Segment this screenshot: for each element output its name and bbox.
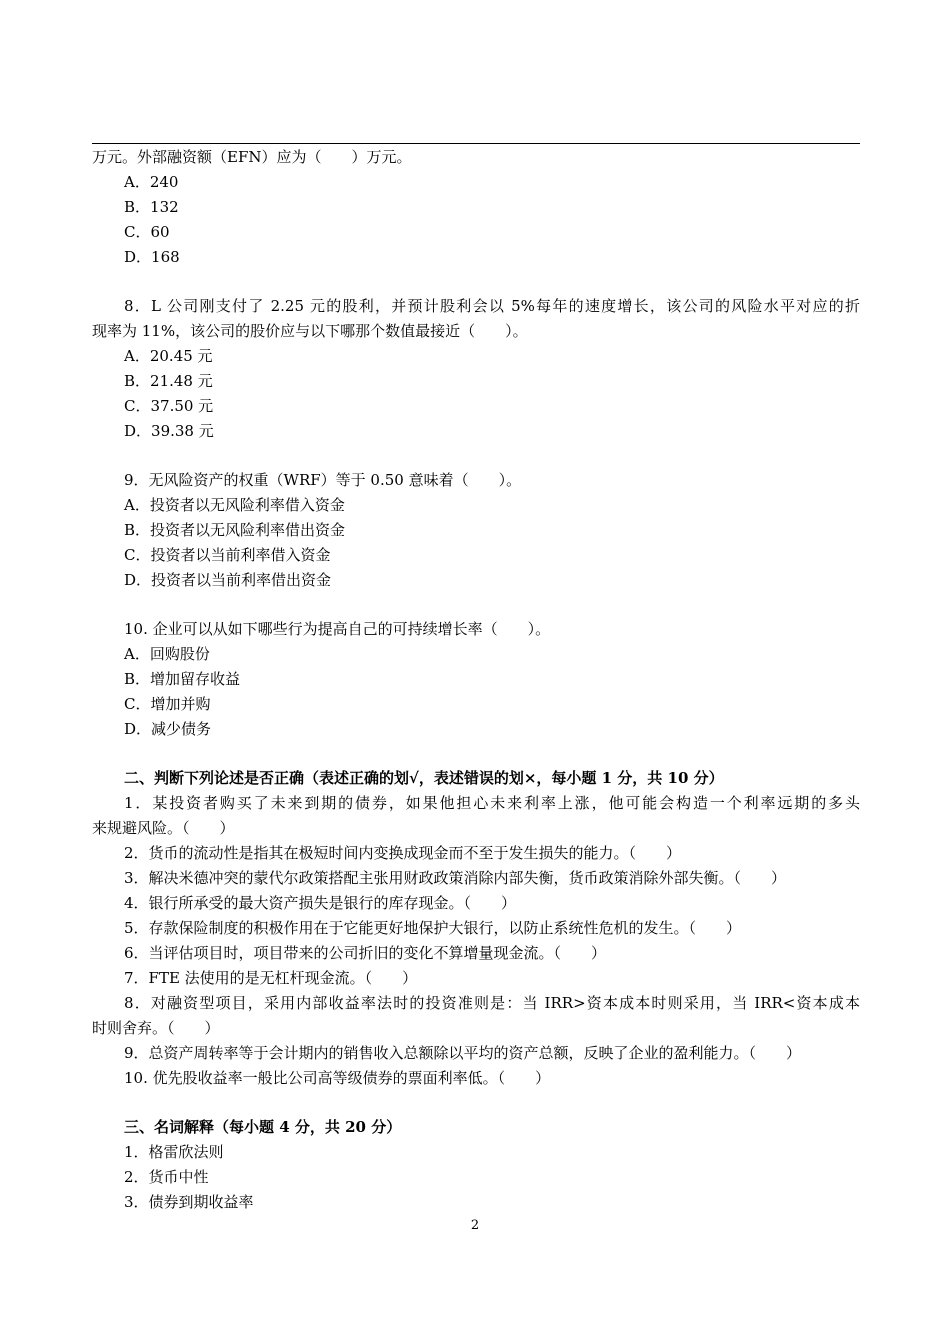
q7-option-b: B．132 xyxy=(124,198,179,216)
q10-option-a: A．回购股份 xyxy=(124,645,210,663)
judgement-1-line1: 1．某投资者购买了未来到期的债券，如果他担心未来利率上涨，他可能会构造一个利率远期的多头 xyxy=(124,794,860,812)
q8-option-c: C．37.50 元 xyxy=(124,397,214,415)
q10-option-d: D．减少债务 xyxy=(124,720,212,738)
q7-continuation: 万元。外部融资额（EFN）应为（ ）万元。 xyxy=(92,148,412,166)
q8-option-d: D．39.38 元 xyxy=(124,422,214,440)
section2-title: 二、判断下列论述是否正确（表述正确的划√，表述错误的划×，每小题 1 分，共 10 分） xyxy=(124,769,724,787)
q8-option-a: A．20.45 元 xyxy=(124,347,213,365)
q8-stem-line1: 8．L 公司刚支付了 2.25 元的股利，并预计股利会以 5%每年的速度增长，该公司的风险水平对应的折 xyxy=(124,297,860,315)
judgement-5: 5．存款保险制度的积极作用在于它能更好地保护大银行，以防止系统性危机的发生。（ ） xyxy=(124,919,742,937)
judgement-9: 9．总资产周转率等于会计期内的销售收入总额除以平均的资产总额，反映了企业的盈利能力。（ ） xyxy=(124,1044,802,1062)
q9-stem: 9．无风险资产的权重（WRF）等于 0.50 意味着（ ）。 xyxy=(124,471,522,489)
term-3: 3．债券到期收益率 xyxy=(124,1193,254,1211)
spacer xyxy=(92,1091,860,1115)
spacer xyxy=(92,270,860,294)
q9-option-d: D．投资者以当前利率借出资金 xyxy=(124,571,332,589)
judgement-3: 3．解决米德冲突的蒙代尔政策搭配主张用财政政策消除内部失衡，货币政策消除外部失衡。（ ） xyxy=(124,869,787,887)
judgement-2: 2．货币的流动性是指其在极短时间内变换成现金而不至于发生损失的能力。（ ） xyxy=(124,844,682,862)
judgement-8-line1: 8．对融资型项目，采用内部收益率法时的投资准则是：当 IRR>资本成本时则采用，当 IRR<资本成本 xyxy=(124,994,860,1012)
term-1: 1．格雷欣法则 xyxy=(124,1143,224,1161)
q10-option-b: B．增加留存收益 xyxy=(124,670,241,688)
q8-option-b: B．21.48 元 xyxy=(124,372,213,390)
page-content xyxy=(92,145,860,1215)
judgement-6: 6．当评估项目时，项目带来的公司折旧的变化不算增量现金流。（ ） xyxy=(124,944,607,962)
spacer xyxy=(92,593,860,617)
term-2: 2．货币中性 xyxy=(124,1168,209,1186)
page-number: 2 xyxy=(470,1218,480,1233)
q9-option-a: A．投资者以无风险利率借入资金 xyxy=(124,496,345,514)
spacer xyxy=(92,444,860,468)
q10-option-c: C．增加并购 xyxy=(124,695,211,713)
section3-title: 三、名词解释（每小题 4 分，共 20 分） xyxy=(124,1118,402,1136)
q9-option-b: B．投资者以无风险利率借出资金 xyxy=(124,521,346,539)
q7-option-c: C．60 xyxy=(124,223,170,241)
judgement-7: 7．FTE 法使用的是无杠杆现金流。（ ） xyxy=(124,969,418,987)
judgement-10: 10. 优先股收益率一般比公司高等级债券的票面利率低。（ ） xyxy=(124,1069,551,1087)
judgement-1-line2: 来规避风险。（ ） xyxy=(92,819,235,837)
header-rule xyxy=(92,143,860,144)
q9-option-c: C．投资者以当前利率借入资金 xyxy=(124,546,331,564)
judgement-4: 4．银行所承受的最大资产损失是银行的库存现金。（ ） xyxy=(124,894,517,912)
q7-option-a: A．240 xyxy=(124,173,179,191)
q8-stem-line2: 现率为 11%，该公司的股价应与以下哪那个数值最接近（ ）。 xyxy=(92,322,528,340)
q7-option-d: D．168 xyxy=(124,248,180,266)
q10-stem: 10. 企业可以从如下哪些行为提高自己的可持续增长率（ ）。 xyxy=(124,620,551,638)
spacer xyxy=(92,742,860,766)
judgement-8-line2: 时则舍弃。（ ） xyxy=(92,1019,220,1037)
